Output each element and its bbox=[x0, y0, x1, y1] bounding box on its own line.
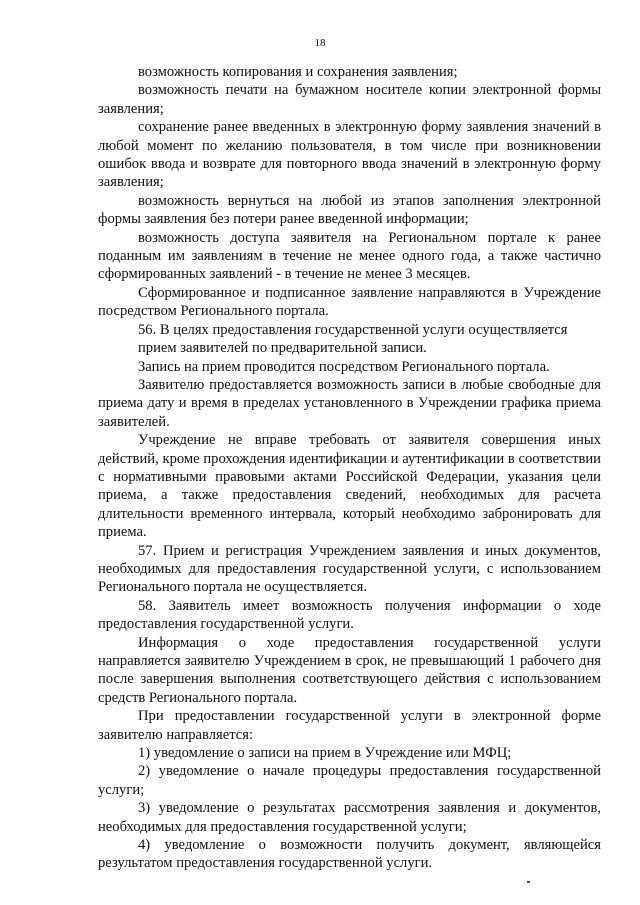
document-body bbox=[98, 63, 601, 873]
paragraph: Сформированное и подписанное заявление направляются в Учреждение посредством Регионального портала. bbox=[98, 284, 601, 320]
page-number: 18 bbox=[314, 37, 326, 49]
paragraph: При предоставлении государственной услуги в электронной форме заявителю направляется: bbox=[98, 708, 601, 743]
paragraph: возможность печати на бумажном носителе копии электронной формы заявления; bbox=[98, 82, 601, 117]
paragraph: 57. Прием и регистрация Учреждением заявления и иных документов, необходимых для предоставления государственной услуги, с использованием Регионального портала не осуществляется. bbox=[98, 542, 601, 596]
paragraph: возможность доступа заявителя на Региональном портале к ранее поданным им заявлениям в течение не менее одного года, а также частично сформированных заявлений - в течение не менее 3 месяцев. bbox=[98, 229, 601, 283]
paragraph: Информация о ходе предоставления государственной услуги направляется заявителю Учреждением в срок, не превышающий 1 рабочего дня после завершения выполнения соответствующего действия с использованием средств Регионального портала. bbox=[98, 634, 601, 706]
paragraph: Учреждение не вправе требовать от заявителя совершения иных действий, кроме прохождения идентификации и аутентификации в соответствии с нормативными правовыми актами Российской Федерации, указания цели приема, а также предоставления сведений, необходимых для расчета длительности временного интервала, который необходимо забронировать для приема. bbox=[98, 432, 601, 541]
list-item: 1) уведомление о записи на прием в Учреждение или МФЦ; bbox=[138, 745, 512, 762]
list-item: 3) уведомление о результатах рассмотрения заявления и документов, необходимых для предоставления государственной услуги; bbox=[98, 800, 601, 835]
list-item: 4) уведомление о возможности получить документ, являющейся результатом предоставления государственной услуги. bbox=[98, 837, 601, 872]
paragraph: 58. Заявитель имеет возможность получения информации о ходе предоставления государственной услуги. bbox=[98, 597, 601, 633]
list-item: 2) уведомление о начале процедуры предоставления государственной услуги; bbox=[98, 763, 601, 798]
paragraph: прием заявителей по предварительной записи. bbox=[138, 340, 427, 357]
paragraph: 56. В целях предоставления государственной услуги осуществляется bbox=[138, 321, 568, 338]
paragraph: Запись на прием проводится посредством Регионального портала. bbox=[138, 358, 550, 375]
paragraph: Заявителю предоставляется возможность записи в любые свободные для приема дату и время в пределах установленного в Учреждении графика приема заявителей. bbox=[98, 376, 601, 430]
paragraph: сохранение ранее введенных в электронную форму заявления значений в любой момент по желанию пользователя, в том числе при возникновении ошибок ввода и возврате для повторного ввода значений в электронную форму заявления; bbox=[98, 119, 601, 191]
paragraph: возможность копирования и сохранения заявления; bbox=[138, 64, 458, 80]
scan-speck bbox=[527, 881, 530, 883]
paragraph: возможность вернуться на любой из этапов заполнения электронной формы заявления без потери ранее введенной информации; bbox=[98, 192, 601, 228]
